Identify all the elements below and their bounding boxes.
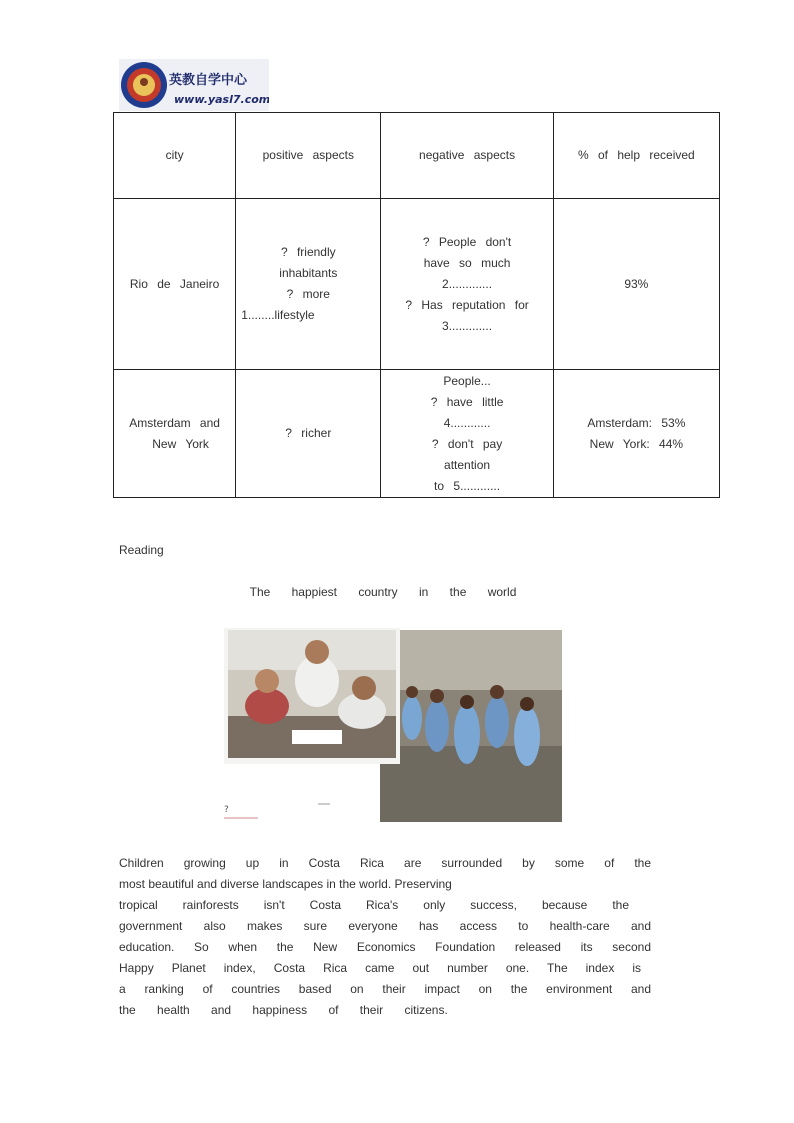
paragraph-line: Children growing up in Costa Rica are surrounded by some of the (119, 856, 651, 870)
cell-positive: ? richer (236, 370, 381, 498)
paragraph-line: education. So when the New Economics Foundation released its second (119, 940, 651, 954)
article-title: The happiest country in the world (249, 585, 517, 599)
table-header-row (114, 113, 720, 199)
cell-help: Amsterdam: 53% New York: 44% (553, 370, 719, 498)
logo-graphic (119, 59, 269, 111)
cell-negative: ? People don't have so much 2............. ? Has reputation for 3............. (381, 199, 553, 370)
logo (119, 59, 269, 111)
paragraph-line: government also makes sure everyone has access to health-care and (119, 919, 651, 933)
cell-city: Rio de Janeiro (114, 199, 236, 370)
photo-collage (222, 626, 564, 826)
cell-negative: People... ? have little 4............ ? don't pay attention to 5............ (381, 370, 553, 498)
section-label: Reading (119, 543, 164, 557)
children-photo (380, 630, 562, 822)
table-row (114, 199, 720, 370)
cell-city: Amsterdam and New York (114, 370, 236, 498)
paragraph-line: the health and happiness of their citizens. (119, 1003, 448, 1017)
comparison-table (113, 112, 720, 498)
header-negative: negative aspects (381, 113, 553, 199)
article-photos (222, 626, 564, 826)
cell-help: 93% (553, 199, 719, 370)
header-positive: positive aspects (236, 113, 381, 199)
logo-cn-text: 英教自学中心 (169, 73, 248, 88)
photo-caption: ? (224, 805, 229, 815)
paragraph-line: most beautiful and diverse landscapes in the world. Preserving (119, 877, 452, 891)
paragraph-line: tropical rainforests isn't Costa Rica's only success, because the (119, 898, 629, 912)
paragraph-line: Happy Planet index, Costa Rica came out number one. The index is (119, 961, 641, 975)
cell-positive: ? friendly inhabitants ? more 1........lifestyle (236, 199, 381, 370)
header-help: % of help received (553, 113, 719, 199)
logo-url-text: www.yasl7.com (174, 93, 269, 106)
paragraph-line: a ranking of countries based on their impact on the environment and (119, 982, 651, 996)
header-city: city (114, 113, 236, 199)
article-paragraph (119, 853, 651, 1021)
table-row (114, 370, 720, 498)
men-photo (224, 628, 400, 764)
